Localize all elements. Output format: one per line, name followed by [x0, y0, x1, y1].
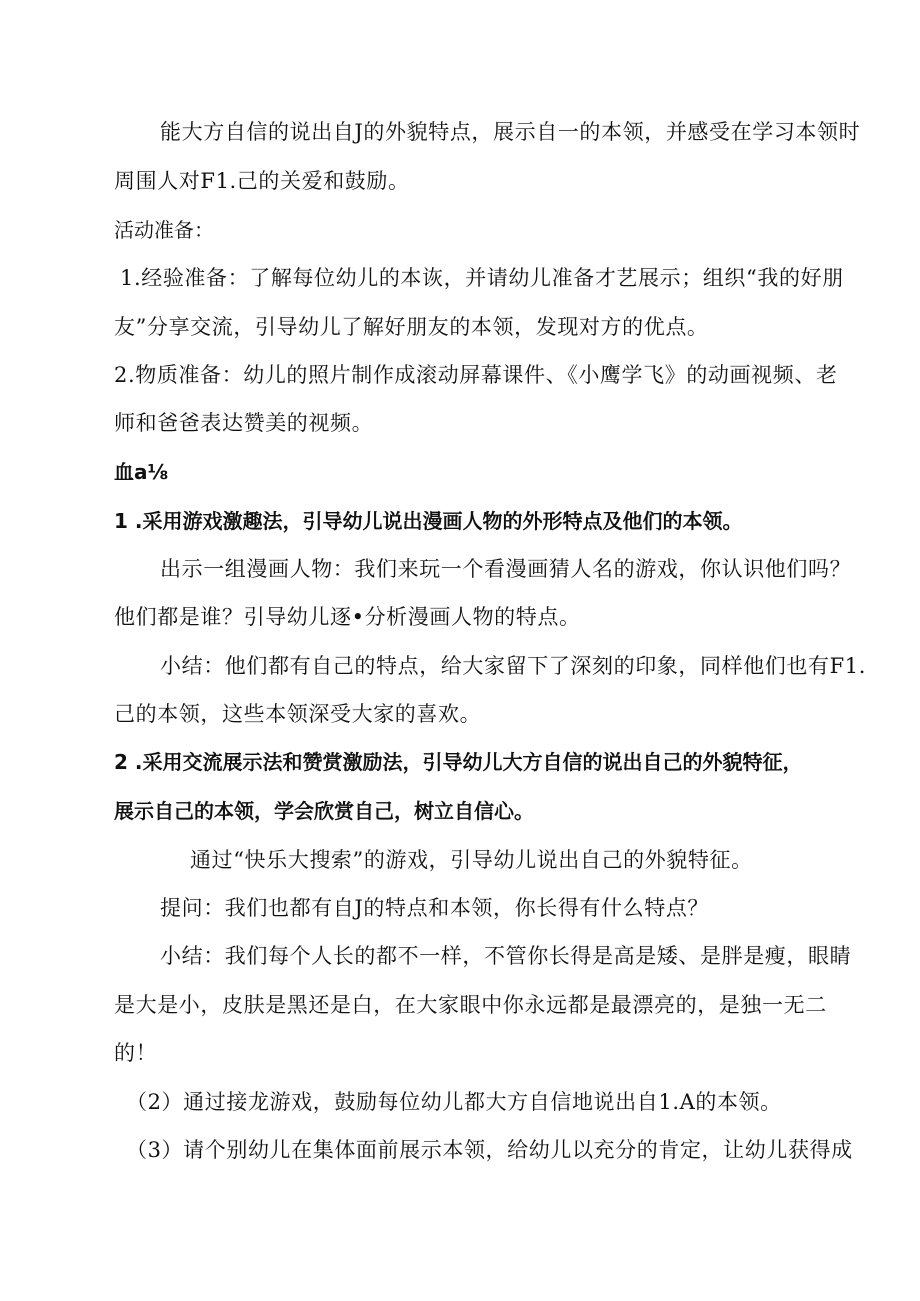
step-2-p3-line-2: 是大是小，皮肤是黑还是白，在大家眼中你永远都是最漂亮的，是独一无二 — [114, 993, 827, 1017]
step-2-title-line-1: 2 .采用交流展示法和赞赏激励法，引导幼儿大方自信的说出自己的外貌特征， — [114, 750, 803, 774]
step-1-title: 1 .采用游戏激趣法，引导幼儿说出漫画人物的外形特点及他们的本领。 — [114, 509, 743, 533]
step-2-p3-line-3: 的！ — [114, 1041, 158, 1065]
step-2-p4: （2）通过接龙游戏，鼓励每位幼儿都大方自信地说出自1.A的本领。 — [126, 1090, 782, 1114]
step-2-p5: （3）请个别幼儿在集体面前展示本领，给幼儿以充分的肯定，让幼儿获得成 — [126, 1138, 853, 1162]
objective-line-2: 周围人对F1.己的关爱和鼓励。 — [114, 169, 410, 193]
step-2-p3-line-1: 小结：我们每个人长的都不一样，不管你长得是高是矮、是胖是瘦，眼睛 — [160, 944, 852, 968]
objective-line-1: 能大方自信的说出自J的外貌特点，展示自一的本领，并感受在学习本领时 — [160, 120, 861, 144]
step-1-p1-line-2: 他们都是谁？引导幼儿逐•分析漫画人物的特点。 — [114, 605, 581, 629]
step-2-p1: 通过“快乐大搜索”的游戏，引导幼儿说出自己的外貌特征。 — [190, 848, 753, 872]
step-1-p1-line-1: 出示一组漫画人物：我们来玩一个看漫画猜人名的游戏，你认识他们吗？ — [160, 557, 852, 581]
prep-item-1-line-1: 1.经验准备：了解每位幼儿的本诙，并请幼儿准备才艺展示；组织“我的好朋 — [120, 266, 844, 290]
process-heading: 血a⅛ — [114, 460, 169, 484]
step-2-title-line-2: 展示自己的本领，学会欣赏自己，树立自信心。 — [114, 799, 534, 823]
step-2-p2: 提问：我们也都有自J的特点和本领，你长得有什么特点？ — [160, 896, 710, 920]
step-1-p2-line-1: 小结：他们都有自己的特点，给大家留下了深刻的印象，同样他们也有F1. — [160, 654, 867, 678]
prep-heading: 活动准备： — [114, 218, 214, 242]
step-1-p2-line-2: 己的本领，这些本领深受大家的喜欢。 — [114, 702, 482, 726]
prep-item-2-line-2: 师和爸爸表达赞美的视频。 — [114, 411, 374, 435]
prep-item-1-line-2: 友”分享交流，引导幼儿了解好朋友的本领，发现对方的优点。 — [114, 315, 709, 339]
prep-item-2-line-1: 2.物质准备：幼儿的照片制作成滚动屏幕课件、《小鹰学飞》的动画视频、老 — [114, 363, 838, 387]
